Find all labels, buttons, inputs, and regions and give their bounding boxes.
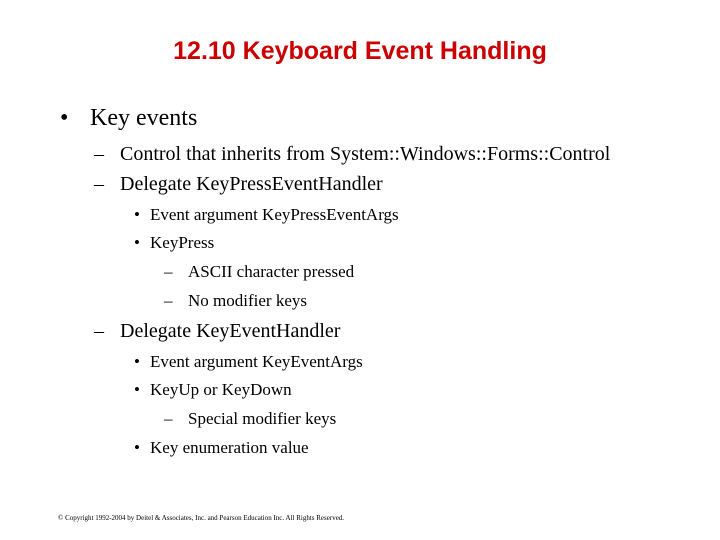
dash-marker: – (94, 143, 104, 165)
subbullet-keypress-delegate (94, 172, 383, 196)
slide-title: 12.10 Keyboard Event Handling (173, 37, 547, 65)
bullet-marker: • (60, 105, 69, 131)
subbullet-text: Control that inherits from System::Windows::Forms::Control (120, 143, 611, 165)
item-key-eventargs (134, 352, 363, 372)
subbullet-control (94, 142, 610, 166)
dash-marker: – (164, 291, 173, 310)
bullet-marker: • (134, 205, 140, 224)
subbullet-text: Delegate KeyPressEventHandler (120, 173, 383, 195)
dash-marker: – (94, 320, 104, 342)
subitem-special-modifier (164, 409, 336, 429)
item-text: Key enumeration value (150, 438, 309, 457)
dash-marker: – (94, 173, 104, 195)
bullet-key-events (60, 104, 197, 132)
item-keyup-keydown (134, 380, 292, 400)
item-keypress-eventargs (134, 205, 399, 225)
subitem-text: No modifier keys (188, 291, 307, 310)
subitem-text: Special modifier keys (188, 409, 337, 428)
item-text: Event argument KeyPressEventArgs (150, 205, 399, 224)
subbullet-key-delegate (94, 319, 340, 343)
subitem-text: ASCII character pressed (188, 262, 355, 281)
subitem-ascii (164, 262, 354, 282)
subbullet-text: Delegate KeyEventHandler (120, 320, 341, 342)
dash-marker: – (164, 409, 173, 428)
copyright-footer: © Copyright 1992-2004 by Deitel & Associates, Inc. and Pearson Education Inc. All Rights Reserved. (58, 514, 345, 522)
item-key-enumeration (134, 438, 309, 458)
subitem-no-modifier (164, 291, 307, 311)
bullet-marker: • (134, 233, 140, 252)
bullet-marker: • (134, 380, 140, 399)
item-text: KeyUp or KeyDown (150, 380, 292, 399)
bullet-marker: • (134, 438, 140, 457)
item-text: KeyPress (150, 233, 215, 252)
item-keypress (134, 233, 214, 253)
item-text: Event argument KeyEventArgs (150, 352, 363, 371)
dash-marker: – (164, 262, 173, 281)
bullet-marker: • (134, 352, 140, 371)
bullet-text: Key events (90, 105, 198, 131)
